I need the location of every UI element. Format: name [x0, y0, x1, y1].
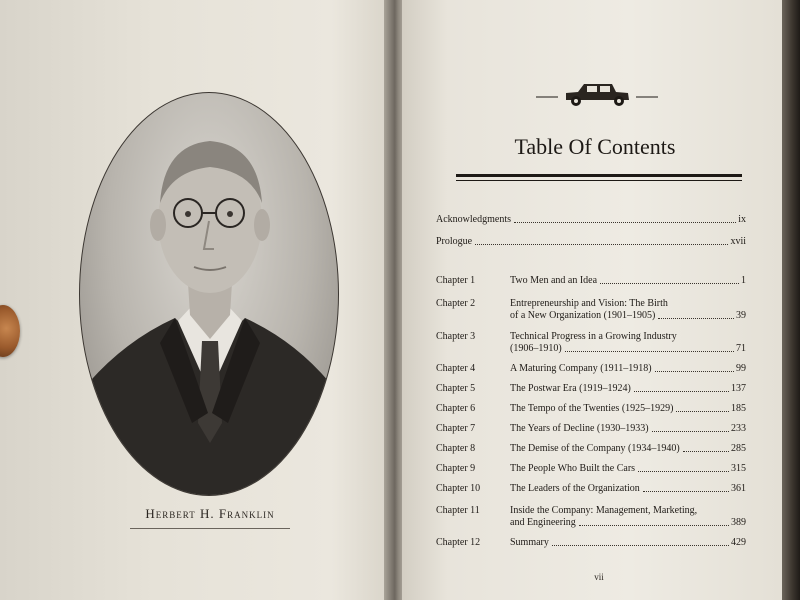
- chapter-label: Chapter 1: [436, 275, 476, 286]
- leader-dots: [655, 371, 734, 372]
- chapter-label: Chapter 8: [436, 443, 476, 454]
- vintage-car-icon: [536, 80, 658, 108]
- entry-title: Prologue: [436, 236, 473, 247]
- leader-dots: [638, 471, 729, 472]
- leader-dots: [634, 391, 729, 392]
- portrait-caption: Herbert H. Franklin: [145, 506, 275, 521]
- entry-title: Inside the Company: Management, Marketing,: [510, 505, 698, 516]
- page-number: vii: [594, 572, 604, 582]
- entry-title: The Years of Decline (1930–1933): [510, 423, 649, 434]
- chapter-label: Chapter 3: [436, 331, 476, 342]
- entry-title: The Postwar Era (1919–1924): [510, 383, 631, 394]
- chapter-label: Chapter 9: [436, 463, 476, 474]
- entry-page: 315: [731, 463, 746, 474]
- entry-title: A Maturing Company (1911–1918): [510, 363, 652, 374]
- entry-title: The Demise of the Company (1934–1940): [510, 443, 680, 454]
- entry-page: 389: [731, 517, 746, 528]
- leader-dots: [683, 451, 729, 452]
- chapter-label: Chapter 10: [436, 483, 481, 494]
- caption-divider: [130, 528, 290, 529]
- chapter-label: Chapter 11: [436, 505, 480, 516]
- leader-dots: [565, 351, 734, 352]
- entry-page: 1: [741, 275, 746, 286]
- entry-title: Entrepreneurship and Vision: The Birth: [510, 298, 668, 309]
- entry-page: 39: [736, 310, 746, 321]
- portrait-figure-icon: [80, 93, 338, 495]
- entry-title: Summary: [510, 537, 549, 548]
- entry-title-cont: (1906–1910): [510, 343, 562, 354]
- entry-title: Technical Progress in a Growing Industry: [510, 331, 677, 342]
- leader-dots: [552, 545, 729, 546]
- chapter-label: Chapter 4: [436, 363, 476, 374]
- chapter-label: Chapter 7: [436, 423, 476, 434]
- entry-page: ix: [738, 214, 746, 225]
- page-edge: [782, 0, 800, 600]
- entry-page: 71: [736, 343, 746, 354]
- entry-page: 99: [736, 363, 746, 374]
- entry-page: 137: [731, 383, 746, 394]
- leader-dots: [475, 244, 728, 245]
- title-rule-thin: [456, 180, 742, 181]
- chapter-label: Chapter 2: [436, 298, 476, 309]
- entry-title: The Leaders of the Organization: [510, 483, 640, 494]
- chapter-label: Chapter 12: [436, 537, 481, 548]
- entry-page: 285: [731, 443, 746, 454]
- entry-page: 185: [731, 403, 746, 414]
- portrait-photo: [79, 92, 339, 496]
- leader-dots: [600, 283, 739, 284]
- entry-page: 429: [731, 537, 746, 548]
- chapter-label: Chapter 6: [436, 403, 476, 414]
- entry-title-cont: and Engineering: [510, 517, 576, 528]
- toc-title: Table Of Contents: [514, 134, 676, 159]
- leader-dots: [579, 525, 729, 526]
- entry-page: 233: [731, 423, 746, 434]
- leader-dots: [676, 411, 729, 412]
- entry-title: Acknowledgments: [436, 214, 511, 225]
- leader-dots: [658, 318, 734, 319]
- leader-dots: [652, 431, 729, 432]
- entry-title: Two Men and an Idea: [510, 275, 598, 286]
- chapter-label: Chapter 5: [436, 383, 476, 394]
- entry-page: xvii: [730, 236, 746, 247]
- entry-page: 361: [731, 483, 746, 494]
- leader-dots: [514, 222, 736, 223]
- title-rule-thick: [456, 174, 742, 177]
- entry-title: The People Who Built the Cars: [510, 463, 636, 474]
- entry-title-cont: of a New Organization (1901–1905): [510, 310, 656, 321]
- leader-dots: [643, 491, 729, 492]
- entry-title: The Tempo of the Twenties (1925–1929): [510, 403, 674, 414]
